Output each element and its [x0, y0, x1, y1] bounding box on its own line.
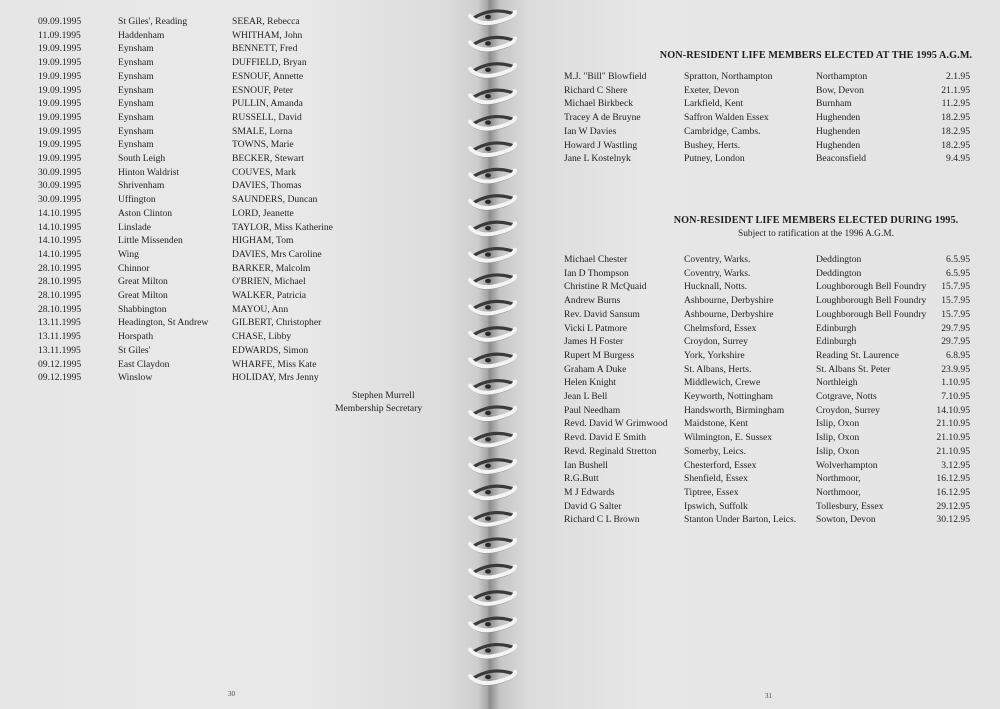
- entry-tower: Shrivenham: [118, 180, 165, 192]
- member-name: Vicki L Patmore: [564, 322, 628, 334]
- table-row: [488, 514, 1000, 528]
- elected-date: 18.2.95: [941, 139, 970, 151]
- table-row: [488, 446, 1000, 460]
- spiral-coil: [470, 618, 515, 632]
- entry-tower: Great Milton: [118, 290, 168, 301]
- elected-at: Deddington: [816, 254, 862, 265]
- entry-tower: St Giles': [118, 344, 151, 356]
- elected-date: 9.4.95: [946, 153, 970, 165]
- elected-at: Tollesbury, Essex: [816, 500, 884, 512]
- elected-date: 7.10.95: [941, 391, 970, 402]
- elected-at: Loughborough Bell Foundry: [816, 308, 927, 320]
- entry-date: 14.10.1995: [38, 248, 82, 260]
- entry-tower: East Claydon: [118, 358, 170, 370]
- entry-tower: Horspath: [118, 331, 154, 343]
- entry-name: MAYOU, Ann: [232, 303, 289, 315]
- page-number-right: 31: [765, 692, 772, 700]
- entry-name: TOWNS, Marie: [232, 139, 294, 151]
- member-name: James H Foster: [564, 336, 624, 348]
- member-name: Rev. David Sansum: [564, 308, 640, 320]
- member-name: Jane L Kostelnyk: [564, 153, 631, 165]
- table-row: [488, 473, 1000, 487]
- signature-name: Stephen Murrell: [352, 390, 415, 401]
- elected-at: Hughenden: [816, 112, 861, 124]
- entry-date: 28.10.1995: [38, 303, 82, 315]
- section2-subheading: Subject to ratification at the 1996 A.G.M.: [738, 229, 894, 239]
- table-row: [488, 432, 1000, 446]
- right-page: [488, 0, 1000, 709]
- elected-date: 6.5.95: [946, 254, 970, 265]
- member-name: Ian D Thompson: [564, 267, 629, 279]
- member-name: Andrew Burns: [564, 295, 621, 307]
- elected-date: 21.10.95: [936, 445, 970, 457]
- table-row: [488, 126, 1000, 140]
- table-row: [488, 323, 1000, 337]
- entry-tower: Eynsham: [118, 84, 154, 96]
- member-residence: Ipswich, Suffolk: [684, 500, 748, 512]
- elected-date: 29.12.95: [936, 500, 970, 512]
- entry-tower: Uffington: [118, 194, 156, 206]
- spiral-coil: [470, 592, 515, 606]
- member-residence: Exeter, Devon: [684, 84, 740, 96]
- entry-tower: Linslade: [118, 221, 152, 233]
- member-name: Paul Needham: [564, 404, 621, 416]
- elected-date: 11.2.95: [941, 98, 970, 110]
- entry-name: RUSSELL, David: [232, 111, 302, 123]
- elected-date: 29.7.95: [941, 336, 970, 348]
- entry-name: WHITHAM, John: [232, 29, 303, 41]
- table-row: [488, 460, 1000, 474]
- entry-name: DUFFIELD, Bryan: [232, 57, 307, 69]
- member-residence: York, Yorkshire: [684, 349, 745, 361]
- entry-tower: Great Milton: [118, 276, 168, 288]
- entry-tower: Eynsham: [118, 70, 154, 82]
- entry-name: CHASE, Libby: [232, 331, 292, 343]
- entry-tower: Shabbington: [118, 303, 167, 315]
- spiral-coil: [470, 671, 515, 685]
- entry-date: 28.10.1995: [38, 262, 82, 274]
- member-name: Michael Chester: [564, 254, 628, 265]
- entry-date: 14.10.1995: [38, 235, 82, 247]
- member-name: Tracey A de Bruyne: [564, 112, 641, 124]
- spiral-coil: [470, 222, 515, 236]
- entry-name: BENNETT, Fred: [232, 43, 298, 55]
- member-name: Rupert M Burgess: [564, 349, 635, 361]
- member-residence: Stanton Under Barton, Leics.: [684, 514, 797, 526]
- member-name: Christine R McQuaid: [564, 281, 647, 293]
- table-row: [488, 112, 1000, 126]
- left-page: [0, 0, 488, 709]
- entry-tower: Little Missenden: [118, 235, 183, 247]
- elected-at: Burnham: [816, 98, 852, 110]
- elected-at: Loughborough Bell Foundry: [816, 295, 927, 307]
- entry-name: DAVIES, Thomas: [232, 180, 302, 192]
- entry-date: 13.11.1995: [38, 317, 81, 329]
- entry-date: 19.09.1995: [38, 84, 82, 96]
- entry-tower: Haddenham: [118, 29, 165, 41]
- spiral-coil: [470, 249, 515, 263]
- entry-date: 09.12.1995: [38, 372, 82, 384]
- elected-at: Croydon, Surrey: [816, 404, 880, 416]
- member-residence: Chelmsford, Essex: [684, 322, 757, 334]
- elected-date: 21.10.95: [936, 432, 970, 444]
- member-residence: Somerby, Leics.: [684, 445, 746, 457]
- entry-tower: Headington, St Andrew: [118, 317, 209, 329]
- spiral-coil: [470, 354, 515, 368]
- section1-heading: NON-RESIDENT LIFE MEMBERS ELECTED AT THE 1995 A.G.M.: [659, 50, 973, 61]
- table-row: [488, 350, 1000, 364]
- table-row: [488, 309, 1000, 323]
- table-row: [488, 71, 1000, 85]
- elected-at: Deddington: [816, 267, 862, 279]
- member-residence: Keyworth, Nottingham: [684, 391, 773, 402]
- entry-tower: Eynsham: [118, 43, 154, 55]
- table-row: [488, 501, 1000, 515]
- member-name: R.G.Butt: [564, 473, 599, 485]
- member-name: M.J. "Bill" Blowfield: [564, 71, 647, 82]
- elected-at: Wolverhampton: [816, 459, 878, 471]
- entry-date: 13.11.1995: [38, 344, 81, 356]
- member-name: Revd. David W Grimwood: [564, 418, 668, 430]
- entry-name: EDWARDS, Simon: [232, 344, 309, 356]
- table-row: [488, 85, 1000, 99]
- elected-date: 21.10.95: [936, 418, 970, 430]
- page-number-left: 30: [228, 690, 235, 698]
- entry-name: BECKER, Stewart: [232, 153, 304, 164]
- spiral-coil: [470, 486, 515, 500]
- entry-date: 19.09.1995: [38, 111, 82, 123]
- elected-date: 15.7.95: [941, 308, 970, 320]
- entry-name: COUVES, Mark: [232, 166, 296, 178]
- elected-at: Islip, Oxon: [816, 432, 860, 444]
- elected-date: 16.12.95: [936, 486, 970, 498]
- member-name: Revd. Reginald Stretton: [564, 445, 657, 457]
- member-residence: Chesterford, Essex: [684, 459, 757, 471]
- table-row: [488, 140, 1000, 154]
- signature-title: Membership Secretary: [335, 403, 423, 414]
- member-residence: Shenfield, Essex: [684, 473, 748, 485]
- entry-tower: St Giles', Reading: [118, 16, 188, 27]
- entry-date: 30.09.1995: [38, 194, 82, 206]
- elected-at: Hughenden: [816, 125, 861, 137]
- table-row: [488, 268, 1000, 282]
- entry-name: ESNOUF, Annette: [232, 70, 304, 82]
- entry-date: 30.09.1995: [38, 180, 82, 192]
- member-residence: Saffron Walden Essex: [684, 112, 769, 124]
- entry-name: O'BRIEN, Michael: [232, 276, 306, 288]
- entry-date: 19.09.1995: [38, 98, 82, 110]
- entry-date: 19.09.1995: [38, 139, 82, 151]
- member-residence: Putney, London: [684, 153, 745, 165]
- member-name: Michael Birkbeck: [564, 98, 633, 110]
- member-name: Ian W Davies: [564, 125, 617, 137]
- elected-date: 6.8.95: [946, 349, 970, 361]
- elected-date: 30.12.95: [936, 514, 970, 526]
- entry-date: 09.09.1995: [38, 16, 82, 27]
- elected-date: 3.12.95: [941, 459, 970, 471]
- entry-name: WHARFE, Miss Kate: [232, 358, 317, 370]
- member-residence: St. Albans, Herts.: [684, 363, 752, 375]
- member-name: Graham A Duke: [564, 363, 627, 375]
- entry-name: TAYLOR, Miss Katherine: [232, 221, 333, 233]
- elected-at: Northmoor,: [816, 486, 861, 498]
- elected-at: St. Albans St. Peter: [816, 363, 891, 375]
- spiral-coil: [470, 37, 515, 51]
- entry-tower: Eynsham: [118, 139, 154, 151]
- member-residence: Tiptree, Essex: [684, 486, 739, 498]
- member-residence: Coventry, Warks.: [684, 254, 751, 265]
- member-name: Ian Bushell: [564, 459, 608, 471]
- member-residence: Croydon, Surrey: [684, 336, 748, 348]
- elected-date: 2.1.95: [946, 71, 970, 82]
- elected-date: 1.10.95: [941, 377, 970, 389]
- member-residence: Ashbourne, Derbyshire: [684, 295, 774, 307]
- elected-date: 21.1.95: [941, 84, 970, 96]
- entry-name: HIGHAM, Tom: [232, 235, 294, 247]
- spiral-coil: [470, 64, 515, 78]
- spiral-binding: [458, 0, 528, 709]
- elected-at: Northampton: [816, 71, 868, 82]
- entry-date: 14.10.1995: [38, 221, 82, 233]
- table-row: [488, 405, 1000, 419]
- member-residence: Coventry, Warks.: [684, 267, 751, 279]
- entry-name: HOLIDAY, Mrs Jenny: [232, 372, 319, 384]
- entry-tower: Winslow: [118, 372, 153, 384]
- member-residence: Bushey, Herts.: [684, 139, 741, 151]
- elected-date: 18.2.95: [941, 112, 970, 124]
- elected-date: 15.7.95: [941, 295, 970, 307]
- spiral-coil: [470, 407, 515, 421]
- entry-name: SAUNDERS, Duncan: [232, 194, 318, 206]
- member-name: M J Edwards: [564, 486, 615, 498]
- member-residence: Handsworth, Birmingham: [684, 404, 785, 416]
- elected-at: Islip, Oxon: [816, 445, 860, 457]
- spiral-coil: [470, 539, 515, 553]
- entry-tower: Wing: [118, 248, 139, 260]
- member-residence: Maidstone, Kent: [684, 418, 748, 430]
- elected-at: Edinburgh: [816, 336, 857, 348]
- elected-date: 18.2.95: [941, 125, 970, 137]
- elected-at: Islip, Oxon: [816, 418, 860, 430]
- entry-date: 19.09.1995: [38, 57, 82, 69]
- entry-date: 13.11.1995: [38, 331, 81, 343]
- section2-heading: NON-RESIDENT LIFE MEMBERS ELECTED DURING 1995.: [673, 215, 959, 226]
- table-row: [488, 336, 1000, 350]
- entry-name: SMALE, Lorna: [232, 125, 293, 137]
- elected-at: Cotgrave, Notts: [816, 391, 877, 402]
- table-row: [488, 254, 1000, 268]
- elected-date: 15.7.95: [941, 281, 970, 293]
- entry-tower: Eynsham: [118, 125, 154, 137]
- member-residence: Cambridge, Cambs.: [684, 125, 761, 137]
- spiral-coil: [470, 169, 515, 183]
- elected-at: Sowton, Devon: [816, 514, 876, 526]
- elected-date: 14.10.95: [936, 404, 970, 416]
- table-row: [488, 98, 1000, 112]
- elected-date: 23.9.95: [941, 363, 970, 375]
- table-row: [488, 377, 1000, 391]
- elected-at: Hughenden: [816, 139, 861, 151]
- entry-name: WALKER, Patricia: [232, 290, 307, 301]
- entry-name: DAVIES, Mrs Caroline: [232, 248, 322, 260]
- spiral-coil: [470, 513, 515, 527]
- entry-name: SEEAR, Rebecca: [232, 16, 300, 27]
- member-name: David G Salter: [564, 500, 622, 512]
- entry-name: PULLIN, Amanda: [232, 98, 303, 110]
- entry-name: LORD, Jeanette: [232, 207, 294, 219]
- elected-at: Northleigh: [816, 377, 858, 389]
- table-row: [488, 391, 1000, 405]
- entry-tower: South Leigh: [118, 153, 166, 164]
- member-residence: Hucknall, Notts.: [684, 281, 748, 293]
- spiral-coil: [470, 90, 515, 104]
- entry-date: 19.09.1995: [38, 125, 82, 137]
- entry-tower: Chinnor: [118, 262, 150, 274]
- elected-at: Northmoor,: [816, 473, 861, 485]
- table-row: [488, 418, 1000, 432]
- member-residence: Larkfield, Kent: [684, 98, 744, 110]
- spiral-coil: [470, 117, 515, 131]
- member-residence: Spratton, Northampton: [684, 71, 773, 82]
- entry-tower: Hinton Waldrist: [118, 166, 180, 178]
- elected-at: Loughborough Bell Foundry: [816, 281, 927, 293]
- entry-date: 30.09.1995: [38, 166, 82, 178]
- spiral-coil: [470, 328, 515, 342]
- elected-date: 29.7.95: [941, 322, 970, 334]
- table-row: [488, 487, 1000, 501]
- member-name: Howard J Wastling: [564, 139, 638, 151]
- table-row: [488, 153, 1000, 167]
- table-row: [488, 295, 1000, 309]
- entry-tower: Eynsham: [118, 111, 154, 123]
- spiral-coil: [470, 460, 515, 474]
- member-name: Richard C L Brown: [564, 514, 640, 526]
- table-row: [488, 364, 1000, 378]
- spiral-coil: [470, 565, 515, 579]
- entry-tower: Aston Clinton: [118, 207, 173, 219]
- elected-at: Bow, Devon: [816, 84, 864, 96]
- entry-date: 19.09.1995: [38, 153, 82, 164]
- spiral-coil: [470, 11, 515, 25]
- entry-date: 09.12.1995: [38, 358, 82, 370]
- entry-tower: Eynsham: [118, 98, 154, 110]
- spiral-coil: [470, 433, 515, 447]
- entry-date: 19.09.1995: [38, 43, 82, 55]
- elected-at: Beaconsfield: [816, 153, 867, 165]
- table-row: [488, 281, 1000, 295]
- elected-at: Reading St. Laurence: [816, 349, 899, 361]
- entry-name: GILBERT, Christopher: [232, 317, 322, 329]
- member-name: Helen Knight: [564, 377, 616, 389]
- spiral-coil: [470, 196, 515, 210]
- entry-date: 14.10.1995: [38, 207, 82, 219]
- spiral-coil: [470, 645, 515, 659]
- entry-date: 28.10.1995: [38, 290, 82, 301]
- spiral-coil: [470, 143, 515, 157]
- entry-date: 19.09.1995: [38, 70, 82, 82]
- entry-name: ESNOUF, Peter: [232, 84, 294, 96]
- entry-name: BARKER, Malcolm: [232, 262, 311, 274]
- entry-date: 11.09.1995: [38, 29, 81, 41]
- elected-date: 16.12.95: [936, 473, 970, 485]
- member-name: Jean L Bell: [564, 391, 608, 402]
- member-residence: Ashbourne, Derbyshire: [684, 308, 774, 320]
- spiral-coil: [470, 275, 515, 289]
- member-name: Revd. David E Smith: [564, 432, 647, 444]
- elected-at: Edinburgh: [816, 322, 857, 334]
- member-name: Richard C Shere: [564, 84, 628, 96]
- elected-date: 6.5.95: [946, 267, 970, 279]
- spiral-coil: [470, 381, 515, 395]
- spiral-coil: [470, 301, 515, 315]
- entry-tower: Eynsham: [118, 57, 154, 69]
- member-residence: Wilmington, E. Sussex: [684, 432, 773, 444]
- member-residence: Middlewich, Crewe: [684, 377, 761, 389]
- entry-date: 28.10.1995: [38, 276, 82, 288]
